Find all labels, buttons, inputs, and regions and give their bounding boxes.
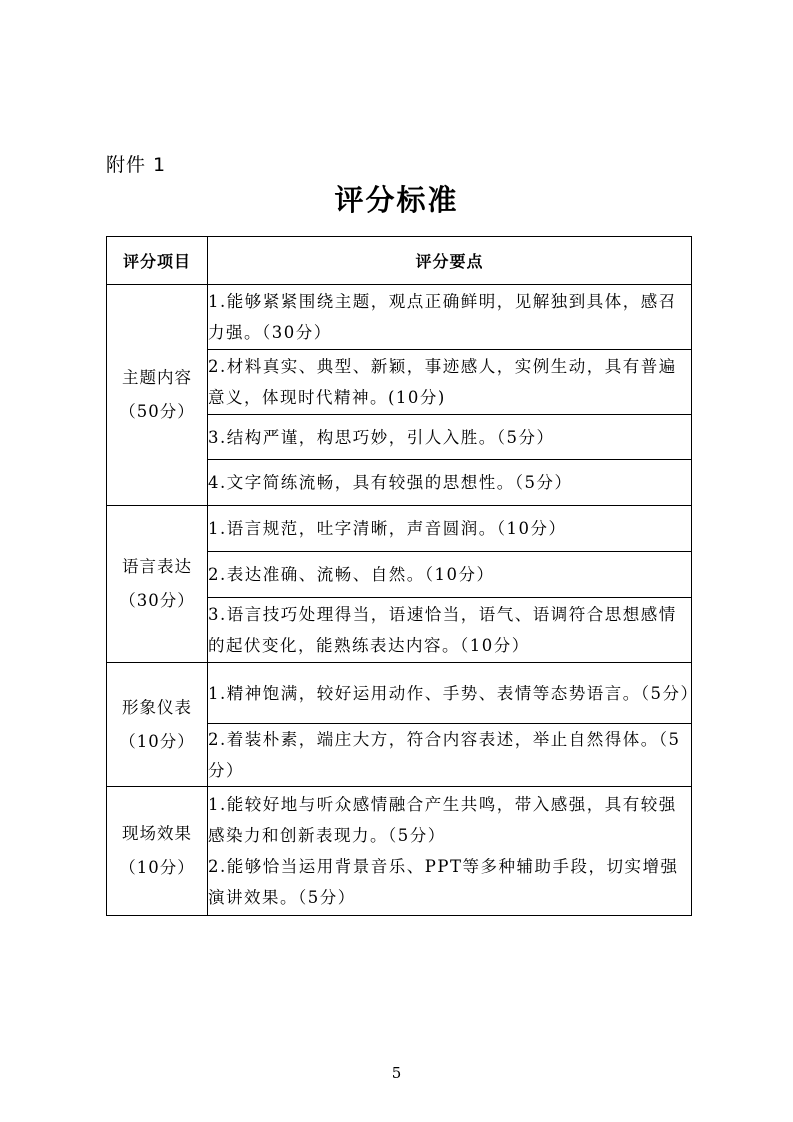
point-cell: 2.表达准确、流畅、自然。（10分） bbox=[208, 552, 692, 598]
page-number: 5 bbox=[391, 1064, 402, 1082]
point-cell: 1.语言规范，吐字清晰，声音圆润。（10分） bbox=[208, 506, 692, 552]
point-cell: 1.能够紧紧围绕主题，观点正确鲜明，见解独到具体，感召力强。（30分） bbox=[208, 285, 692, 350]
table-row bbox=[107, 787, 692, 916]
point-text: 1.能较好地与听众感情融合产生共鸣，带入感强，具有较强感染力和创新表现力。（5分） bbox=[208, 795, 677, 845]
category-score: （30分） bbox=[119, 591, 195, 610]
page-title: 评分标准 bbox=[334, 183, 459, 217]
scoring-table bbox=[106, 236, 699, 916]
category-score: （10分） bbox=[119, 858, 195, 877]
point-cell: 3.结构严谨，构思巧妙，引人入胜。（5分） bbox=[208, 415, 692, 460]
table-row bbox=[107, 506, 692, 552]
category-cell bbox=[107, 285, 208, 506]
category-score: （50分） bbox=[119, 402, 195, 421]
table-header-row bbox=[107, 237, 692, 285]
attachment-label: 附件 1 bbox=[106, 154, 167, 176]
category-cell bbox=[107, 663, 208, 787]
point-cell bbox=[208, 787, 692, 916]
point-cell: 2.材料真实、典型、新颖，事迹感人，实例生动，具有普遍意义，体现时代精神。(10分) bbox=[208, 350, 692, 415]
category-name: 形象仪表 bbox=[122, 697, 192, 717]
category-name: 语言表达 bbox=[122, 557, 192, 576]
table-row bbox=[107, 285, 692, 350]
header-points: 评分要点 bbox=[208, 237, 692, 285]
point-cell: 3.语言技巧处理得当，语速恰当，语气、语调符合思想感情的起伏变化，能熟练表达内容。（10分） bbox=[208, 598, 692, 663]
category-name: 现场效果 bbox=[122, 824, 192, 843]
point-cell: 1.精神饱满，较好运用动作、手势、表情等态势语言。（5分） bbox=[208, 663, 692, 724]
category-cell bbox=[107, 506, 208, 663]
category-score: （10分） bbox=[119, 731, 195, 751]
point-cell: 2.着装朴素，端庄大方，符合内容表述，举止自然得体。（5分） bbox=[208, 724, 692, 787]
category-name: 主题内容 bbox=[122, 368, 192, 387]
point-cell: 4.文字简练流畅，具有较强的思想性。（5分） bbox=[208, 460, 692, 506]
point-text: 2.能够恰当运用背景音乐、PPT等多种辅助手段，切实增强演讲效果。（5分） bbox=[208, 857, 679, 907]
header-item: 评分项目 bbox=[107, 237, 208, 285]
category-cell bbox=[107, 787, 208, 916]
table-row bbox=[107, 663, 692, 724]
